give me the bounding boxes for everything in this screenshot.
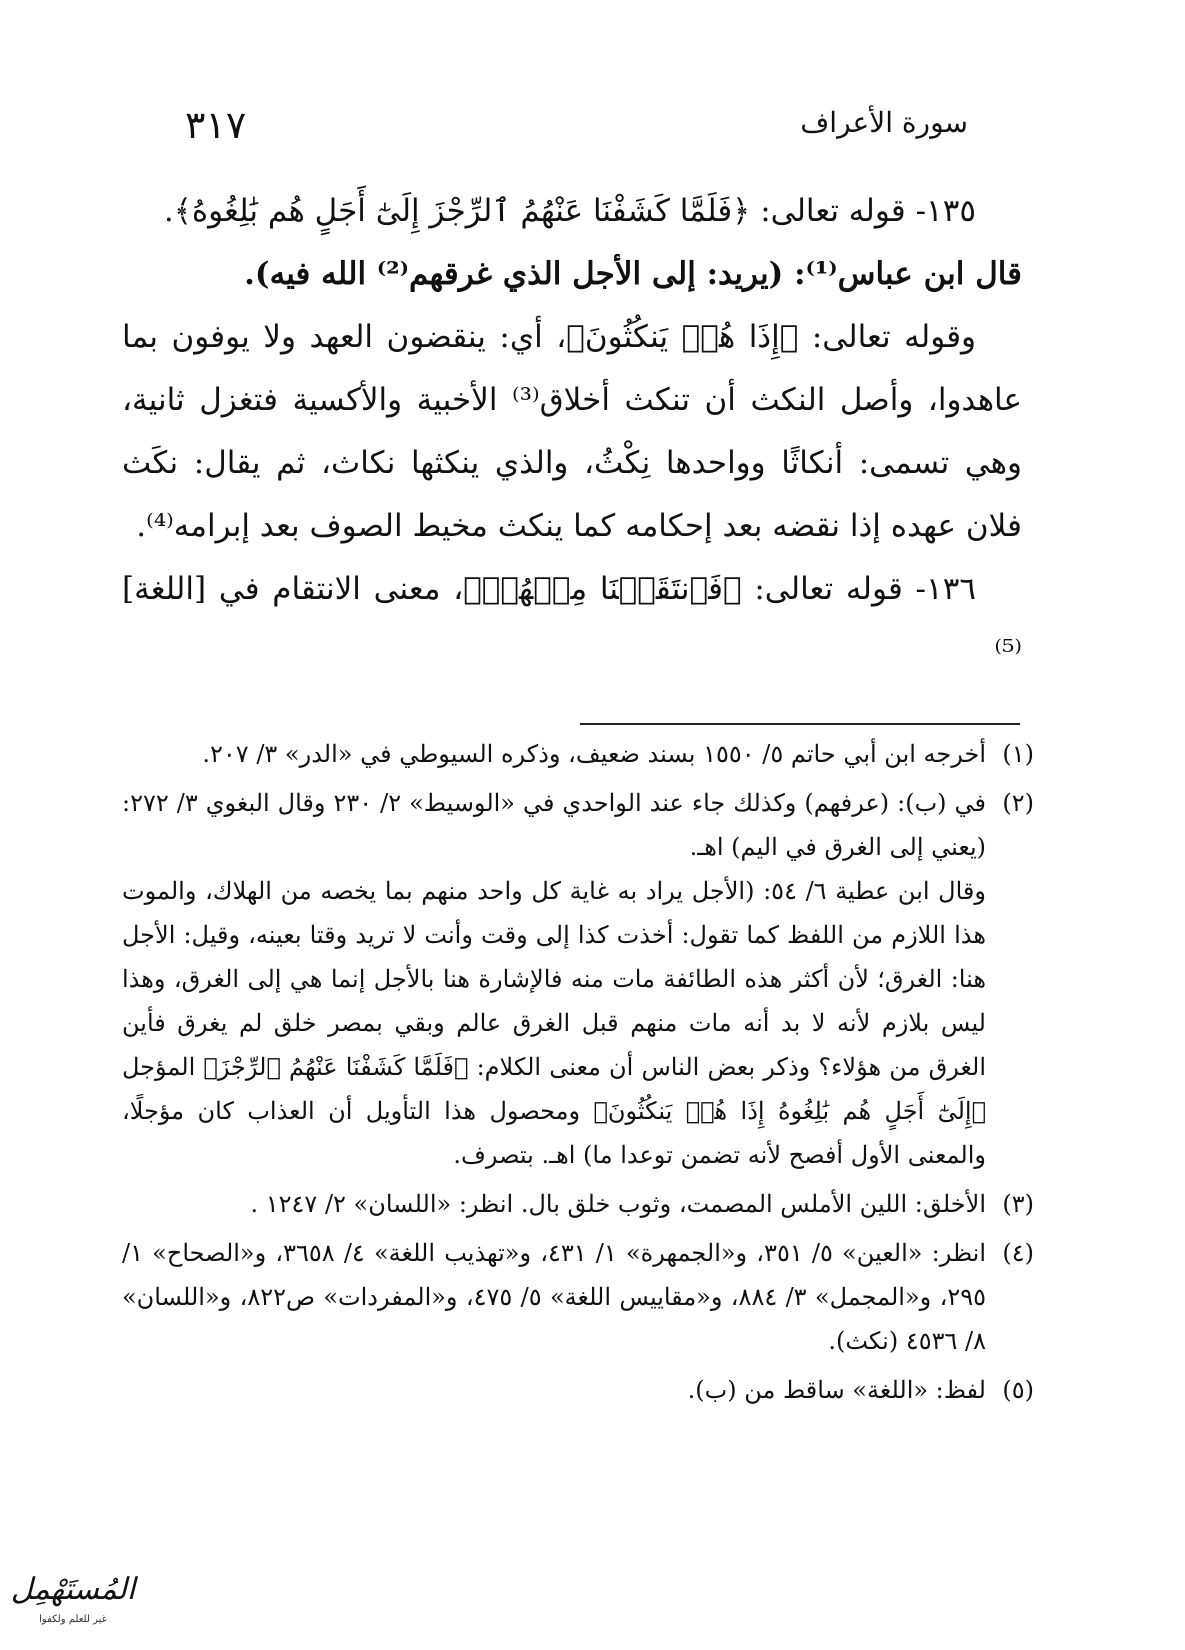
footnote-marker: (٥) — [1002, 1376, 1034, 1404]
main-text — [122, 180, 1022, 684]
footnotes — [122, 732, 1034, 1417]
footnote-marker: (٤) — [1002, 1239, 1034, 1267]
footnote-marker: (٢) — [1002, 789, 1034, 817]
running-header-surah-title: سورة الأعراف — [800, 106, 968, 139]
footnote-4 — [122, 1231, 1034, 1363]
footnote-marker: (٣) — [1002, 1190, 1034, 1218]
footnote-text: لفظ: «اللغة» ساقط من (ب). — [687, 1376, 986, 1404]
paragraph-naktha: وقوله تعالى: ﴿إِذَا هُمۡ يَنكُثُونَ﴾، أي: ينقضون العهد ولا يوفون بما عاهدوا، وأصل النكث أن تنكث أخلاق⁽³⁾ الأخبية والأكسية فتغزل ثانية، وهي تسمى: أنكاثًا وواحدها نِكْثُ، والذي ينكثها نكاث، ثم يقال: نكَث فلان عهده إذا نقضه بعد إحكامه كما ينكث مخيط الصوف بعد إبرامه⁽⁴⁾. — [122, 319, 1022, 544]
footnote-3 — [122, 1182, 1034, 1226]
footnote-1 — [122, 732, 1034, 776]
footnote-text: في (ب): (عرفهم) وكذلك جاء عند الواحدي في «الوسيط» ٢/ ٢٣٠ وقال البغوي ٣/ ٢٧٢: (يعني إلى الغرق في اليم) اهـ. — [122, 789, 987, 861]
footnote-text: الأخلق: اللين الأملس المصمت، وثوب خلق بال. انظر: «اللسان» ٢/ ١٢٤٧ . — [250, 1190, 986, 1218]
footnote-text: أخرجه ابن أبي حاتم ٥/ ١٥٥٠ بسند ضعيف، وذكره السيوطي في «الدر» ٣/ ٢٠٧. — [202, 740, 986, 768]
logo-calligraphy: المُستَهْمِل — [10, 1572, 136, 1607]
watermark-logo — [8, 1572, 138, 1636]
paragraph-ibn-abbas: قال ابن عباس⁽¹⁾: (يريد: إلى الأجل الذي غرقهم⁽²⁾ الله فيه). — [244, 256, 1022, 292]
footnote-5 — [122, 1368, 1034, 1412]
logo-subtitle: غير للعلم ولكفوا — [39, 1614, 107, 1625]
footnote-separator — [580, 723, 1020, 725]
footnote-2 — [122, 781, 1034, 1177]
footnote-text: انظر: «العين» ٥/ ٣٥١، و«الجمهرة» ١/ ٤٣١، و«تهذيب اللغة» ٤/ ٣٦٥٨، و«الصحاح» ١/ ٢٩٥، و«المجمل» ٣/ ٨٨٤، و«مقاييس اللغة» ٥/ ٤٧٥، و«المفردات» ص٨٢٢، و«اللسان» ٨/ ٤٥٣٦ (نكث). — [122, 1239, 987, 1355]
page-number: ٣١٧ — [185, 103, 247, 147]
paragraph-verse-135: ١٣٥- قوله تعالى: ﴿فَلَمَّا كَشَفْنَا عَنْهُمُ ٱلرِّجْزَ إِلَىٰٓ أَجَلٍ هُم بَٰلِغُوهُ﴾. — [163, 193, 976, 229]
paragraph-verse-136: ١٣٦- قوله تعالى: ﴿فَٱنتَقَمۡنَا مِنۡهُمۡ﴾، معنى الانتقام في [اللغة]⁽⁵⁾ — [122, 571, 1022, 670]
footnote-marker: (١) — [1002, 740, 1034, 768]
footnote-text: وقال ابن عطية ٦/ ٥٤: (الأجل يراد به غاية كل واحد منهم بما يخصه من الهلاك، والموت هذا اللازم من اللفظ كما تقول: أخذت كذا إلى وقت وأنت لا تريد وقتا بعينه، وقيل: الأجل هنا: الغرق؛ لأن أكثر هذه الطائفة مات منه فالإشارة هنا بالأجل إنما هي إلى الغرق، وهذا ليس بلازم لأنه لا بد أنه مات منهم قبل الغرق عالم وبقي بمصر خلق لم يغرق فأين الغرق من هؤلاء؟ وذكر بعض الناس أن معنى الكلام: ﴿فَلَمَّا كَشَفْنَا عَنْهُمُ ٱلرِّجْزَ﴾ المؤجل ﴿إِلَىٰٓ أَجَلٍ هُم بَٰلِغُوهُ إِذَا هُمۡ يَنكُثُونَ﴾ ومحصول هذا التأويل أن العذاب كان مؤجلًا، والمعنى الأول أفصح لأنه تضمن توعدا ما) اهـ. بتصرف. — [122, 877, 987, 1169]
